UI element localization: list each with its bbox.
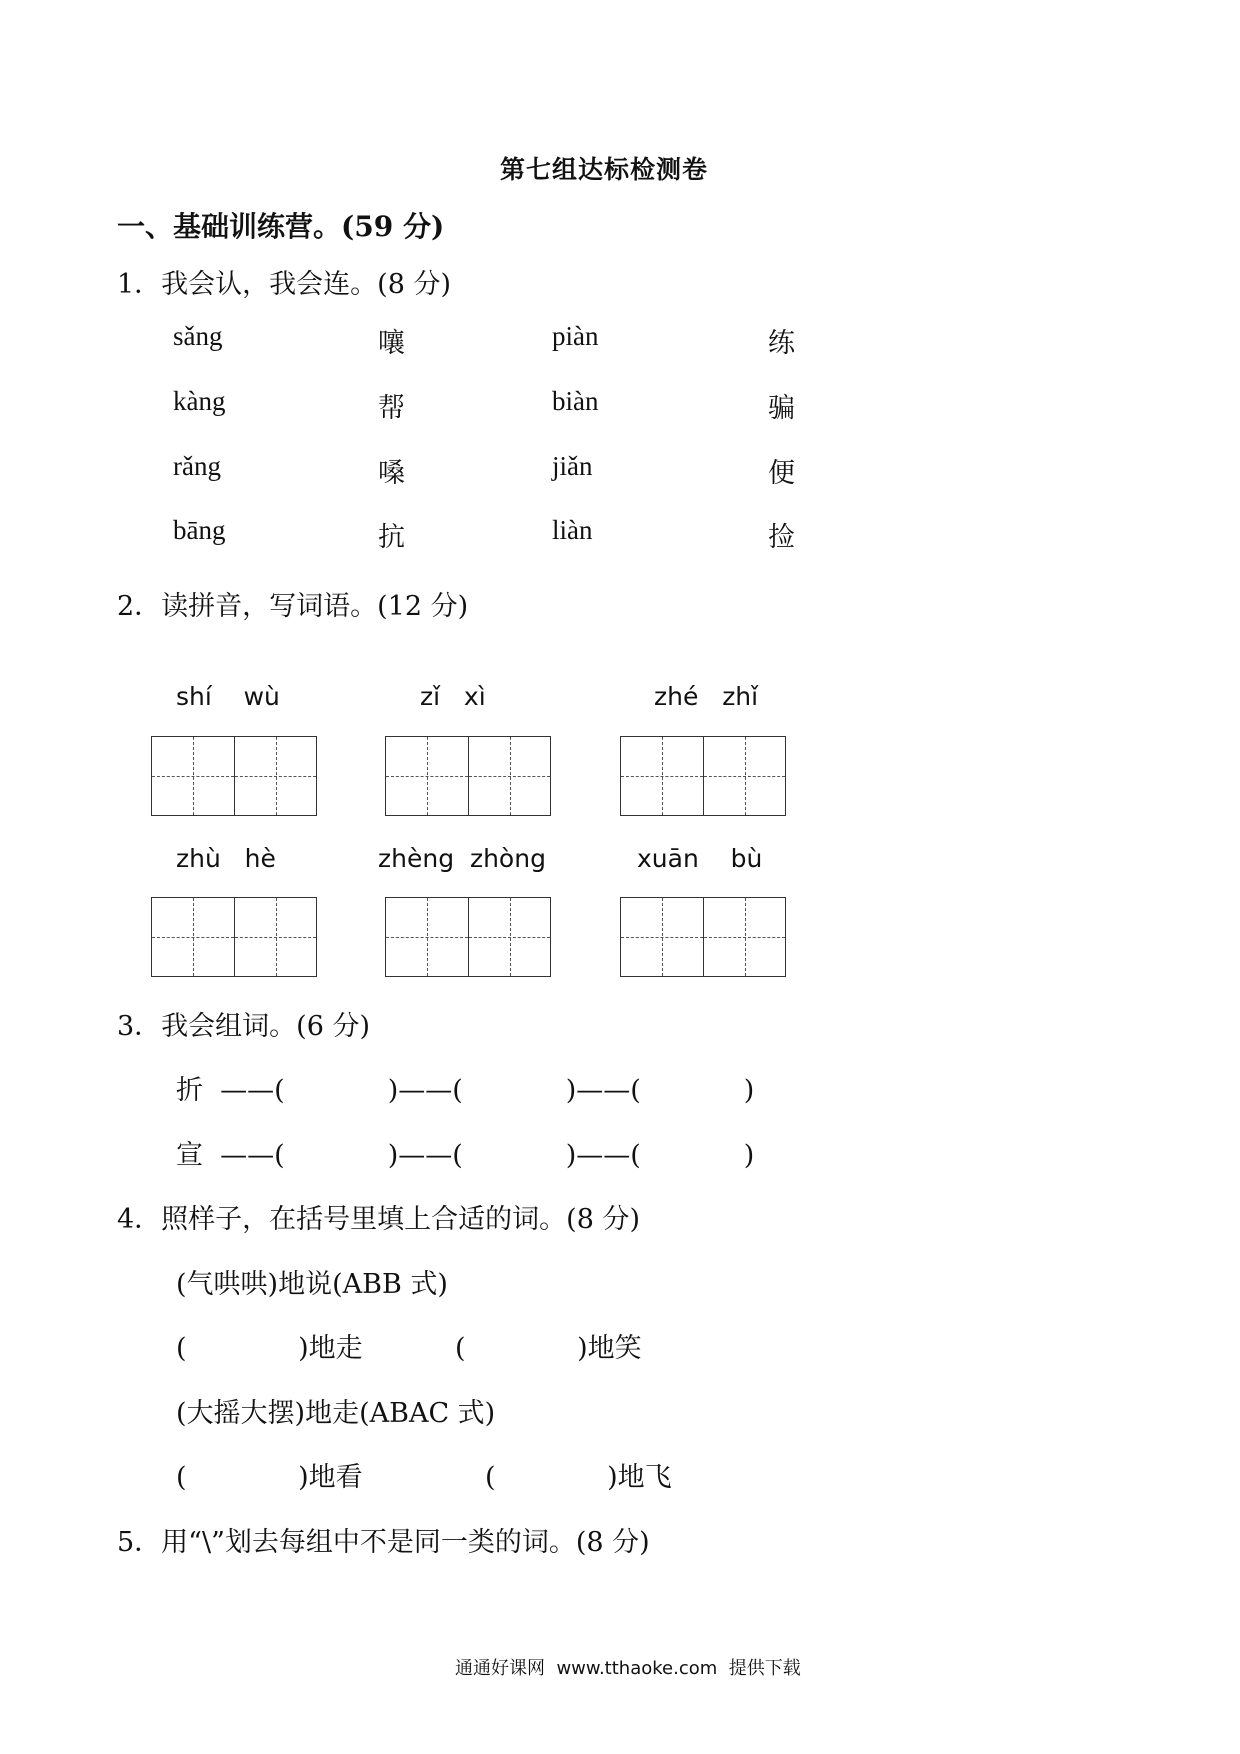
char-right: 捡 — [768, 522, 795, 553]
writing-grid[interactable] — [151, 897, 317, 977]
question-4-label: 4．照样子，在括号里填上合适的词。(8 分) — [117, 1204, 641, 1235]
char-right: 骗 — [768, 393, 795, 424]
writing-grid[interactable] — [151, 736, 317, 816]
writing-grid[interactable] — [385, 897, 551, 977]
example-line: (气哄哄)地说(ABB 式) — [176, 1269, 448, 1300]
grid-cell[interactable] — [152, 737, 234, 815]
pinyin-prompt: zhù hè — [176, 844, 276, 873]
grid-cell[interactable] — [468, 737, 550, 815]
pinyin-right: piàn — [552, 321, 599, 351]
pinyin-prompt: xuān bù — [637, 844, 763, 873]
section-heading: 一、基础训练营。(59 分) — [117, 210, 445, 243]
grid-cell[interactable] — [234, 898, 316, 976]
char-left: 抗 — [378, 522, 405, 553]
footer-credit: 通通好课网 www.tthaoke.com 提供下载 — [455, 1658, 801, 1679]
pinyin-left: sǎng — [173, 321, 223, 351]
pinyin-left: bāng — [173, 515, 226, 545]
grid-cell[interactable] — [152, 898, 234, 976]
writing-grid[interactable] — [620, 736, 786, 816]
char-right: 练 — [768, 328, 795, 359]
pinyin-left: rǎng — [173, 451, 221, 481]
fill-blank[interactable]: ( )地看 — [176, 1462, 363, 1493]
pinyin-left: kàng — [173, 386, 226, 416]
example-line: (大摇大摆)地走(ABAC 式) — [176, 1398, 496, 1429]
grid-cell[interactable] — [703, 737, 785, 815]
pinyin-right: liàn — [552, 515, 593, 545]
fill-blank[interactable]: ( )地走 — [176, 1333, 363, 1364]
question-3-label: 3．我会组词。(6 分) — [117, 1011, 371, 1042]
pinyin-right: jiǎn — [552, 451, 593, 481]
question-1-label: 1．我会认，我会连。(8 分) — [117, 269, 452, 300]
pinyin-right: biàn — [552, 386, 599, 416]
question-5-label: 5．用“\”划去每组中不是同一类的词。(8 分) — [117, 1527, 650, 1558]
fill-blank[interactable]: ( )地飞 — [485, 1462, 672, 1493]
pinyin-prompt: shí wù — [176, 682, 280, 711]
char-left: 嚷 — [378, 328, 405, 359]
grid-cell[interactable] — [234, 737, 316, 815]
word-chain-row[interactable]: 折 ——( )——( )——( ) — [176, 1075, 755, 1106]
grid-cell[interactable] — [386, 737, 468, 815]
grid-cell[interactable] — [703, 898, 785, 976]
char-left: 嗓 — [378, 458, 405, 489]
fill-blank[interactable]: ( )地笑 — [455, 1333, 642, 1364]
char-right: 便 — [768, 458, 795, 489]
page-title: 第七组达标检测卷 — [500, 155, 709, 184]
pinyin-prompt: zhé zhǐ — [654, 682, 759, 711]
pinyin-prompt: zhèng zhòng — [378, 844, 546, 873]
question-2-label: 2．读拼音，写词语。(12 分) — [117, 591, 469, 622]
pinyin-prompt: zǐ xì — [420, 682, 486, 711]
char-left: 帮 — [378, 393, 405, 424]
grid-cell[interactable] — [386, 898, 468, 976]
word-chain-row[interactable]: 宣 ——( )——( )——( ) — [176, 1140, 755, 1171]
grid-cell[interactable] — [468, 898, 550, 976]
writing-grid[interactable] — [385, 736, 551, 816]
grid-cell[interactable] — [621, 737, 703, 815]
grid-cell[interactable] — [621, 898, 703, 976]
writing-grid[interactable] — [620, 897, 786, 977]
